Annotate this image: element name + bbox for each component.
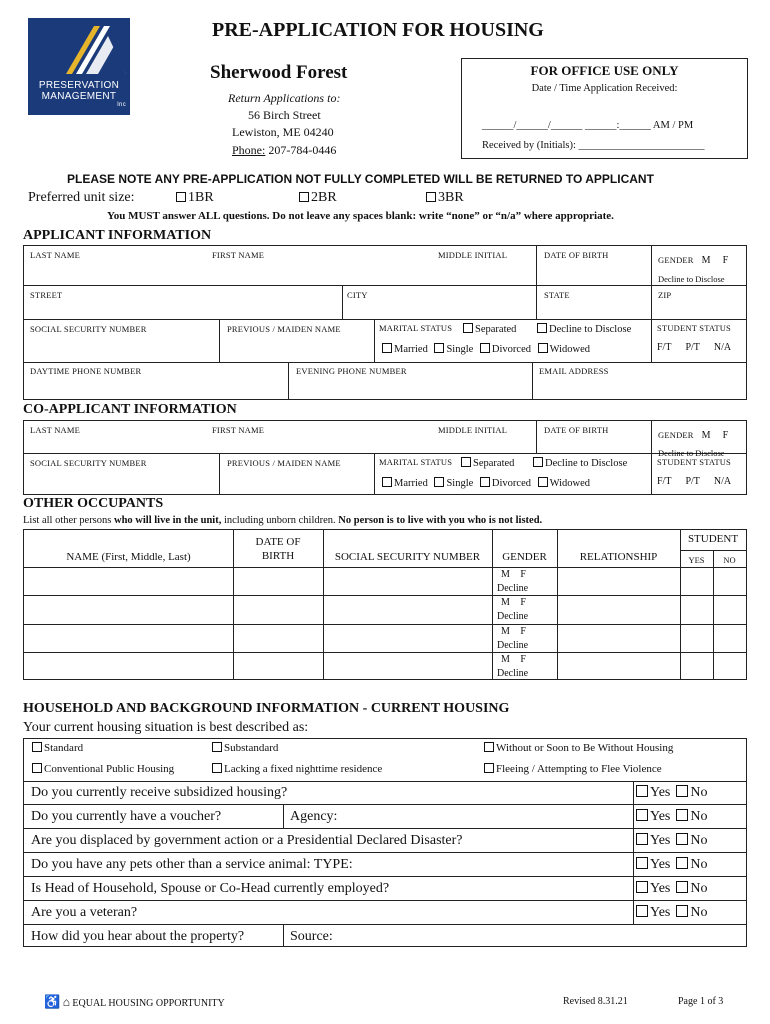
co-maiden-name-field[interactable]: PREVIOUS / MAIDEN NAME [227,458,341,468]
checkbox-icon[interactable] [299,192,309,202]
opt-without-housing[interactable]: Without or Soon to Be Without Housing [484,742,673,754]
co-last-name-field[interactable]: LAST NAME [30,425,81,435]
opt-substandard[interactable]: Substandard [212,742,278,754]
household-subheading: Your current housing situation is best described as: [23,720,309,735]
col-student-no: NO [723,555,736,565]
student-status-field[interactable]: STUDENT STATUS F/T P/T N/A [657,323,732,353]
yes-no-3[interactable]: Yes No [636,833,708,849]
q-source[interactable]: Source: [290,929,333,944]
footer-revised: Revised 8.31.21 [563,996,628,1007]
housing-situation-box [23,738,747,782]
daytime-phone-field[interactable]: DAYTIME PHONE NUMBER [30,366,142,376]
office-date-label: Date / Time Application Received: [531,83,678,94]
occupants-table [23,529,747,680]
city-field[interactable]: CITY [347,290,368,300]
checkbox-icon[interactable] [176,192,186,202]
logo-mark-icon [28,18,130,78]
office-use-box [461,58,748,159]
ssn-field[interactable]: SOCIAL SECURITY NUMBER [30,324,147,334]
co-middle-initial-field[interactable]: MIDDLE INITIAL [438,425,508,435]
co-student-status-field[interactable]: STUDENT STATUS F/T P/T N/A [657,457,732,487]
q-voucher: Do you currently have a voucher? [31,809,222,824]
dob-field[interactable]: DATE OF BIRTH [544,250,609,260]
accessibility-icon: ♿ [44,994,61,1009]
co-first-name-field[interactable]: FIRST NAME [212,425,265,435]
col-ssn-header: SOCIAL SECURITY NUMBER [334,551,481,563]
co-ssn-field[interactable]: SOCIAL SECURITY NUMBER [30,458,147,468]
co-dob-field[interactable]: DATE OF BIRTH [544,425,609,435]
logo [28,18,130,115]
yes-no-2[interactable]: Yes No [636,809,708,825]
applicant-heading: APPLICANT INFORMATION [23,228,212,243]
q-displaced: Are you displaced by government action or a Presidential Declared Disaster? [31,833,463,848]
maiden-name-field[interactable]: PREVIOUS / MAIDEN NAME [227,324,341,334]
occupant-gender-4[interactable]: M F Decline [497,654,529,679]
unit-2br-option[interactable]: 2BR [299,190,337,206]
q-subsidized: Do you currently receive subsidized housing? [31,785,288,800]
opt-standard[interactable]: Standard [32,742,83,754]
occupant-gender-1[interactable]: M F Decline [497,569,529,594]
office-date-line[interactable]: ______/______/______ ______:______ AM / PM [482,120,694,131]
opt-lacking-residence[interactable]: Lacking a fixed nighttime residence [212,763,382,775]
occupants-note: List all other persons who will live in the unit, including unborn children. No person is to live with you who is not listed. [23,515,543,526]
occupant-gender-2[interactable]: M F Decline [497,597,529,622]
yes-no-5[interactable]: Yes No [636,881,708,897]
email-field[interactable]: EMAIL ADDRESS [539,366,609,376]
co-marital-status-field[interactable]: MARITAL STATUS Separated Decline to Disclose Married Single Divorced Widowed [379,457,628,489]
yes-no-1[interactable]: Yes No [636,785,708,801]
occupant-gender-3[interactable]: M F Decline [497,626,529,651]
unit-1br-option[interactable]: 1BR [176,190,214,206]
col-student-header: STUDENT [687,533,739,545]
coapplicant-heading: CO-APPLICANT INFORMATION [23,402,237,417]
q-employed: Is Head of Household, Spouse or Co-Head currently employed? [31,881,390,896]
evening-phone-field[interactable]: EVENING PHONE NUMBER [296,366,407,376]
phone-label: Phone: [232,143,266,157]
logo-text: PRESERVATION MANAGEMENT Inc [38,80,126,108]
opt-public-housing[interactable]: Conventional Public Housing [32,763,174,775]
q-pets[interactable]: Do you have any pets other than a service animal: TYPE: [31,857,353,872]
coapplicant-grid [23,420,747,495]
phone [232,143,336,158]
col-relationship-header: RELATIONSHIP [579,551,658,563]
applicant-grid [23,245,747,400]
col-gender-header: GENDER [502,551,547,563]
q-veteran: Are you a veteran? [31,905,138,920]
col-name-header: NAME (First, Middle, Last) [66,551,191,563]
unit-3br-option[interactable]: 3BR [426,190,464,206]
first-name-field[interactable]: FIRST NAME [212,250,265,260]
unit-size-row [28,190,628,206]
property-name: Sherwood Forest [210,62,348,83]
q-agency[interactable]: Agency: [290,809,338,824]
page-title: PRE-APPLICATION FOR HOUSING [212,19,544,41]
yes-no-6[interactable]: Yes No [636,905,708,921]
zip-field[interactable]: ZIP [658,290,672,300]
equal-housing-icon: ⌂ [62,995,70,1009]
household-heading: HOUSEHOLD AND BACKGROUND INFORMATION - CURRENT HOUSING [23,701,510,716]
household-questions [23,781,747,947]
state-field[interactable]: STATE [544,290,570,300]
co-gender-field[interactable]: GENDER M F Decline to Disclose [658,430,729,458]
notice-text: PLEASE NOTE ANY PRE-APPLICATION NOT FULLY COMPLETED WILL BE RETURNED TO APPLICANT [67,172,654,186]
footer-eho: ♿ ⌂ EQUAL HOUSING OPPORTUNITY [44,994,225,1009]
yes-no-4[interactable]: Yes No [636,857,708,873]
office-title: FOR OFFICE USE ONLY [530,63,679,78]
marital-status-field[interactable]: MARITAL STATUS Separated Decline to Disclose Married Single Divorced Widowed [379,323,632,355]
checkbox-icon[interactable] [426,192,436,202]
col-student-yes: YES [688,555,705,565]
opt-fleeing-violence[interactable]: Fleeing / Attempting to Flee Violence [484,763,662,775]
middle-initial-field[interactable]: MIDDLE INITIAL [438,250,508,260]
q-heard-about: How did you hear about the property? [31,929,245,944]
phone-number: 207-784-0446 [268,143,337,157]
occupants-heading: OTHER OCCUPANTS [23,496,164,511]
office-received-by[interactable]: Received by (Initials): ________________________ [482,140,705,151]
unit-size-label: Preferred unit size: [28,190,135,205]
return-label: Return Applications to: [228,91,341,105]
address-line2: Lewiston, ME 04240 [232,125,334,139]
must-answer-text: You MUST answer ALL questions. Do not leave any spaces blank: write “none” or “n/a” where appropriate. [107,210,614,222]
address-line1: 56 Birch Street [248,108,321,122]
footer-page: Page 1 of 3 [678,996,724,1007]
last-name-field[interactable]: LAST NAME [30,250,81,260]
gender-field[interactable]: GENDER M F Decline to Disclose [658,255,729,284]
col-dob-header: DATE OF BIRTH [255,536,301,562]
street-field[interactable]: STREET [30,290,63,300]
